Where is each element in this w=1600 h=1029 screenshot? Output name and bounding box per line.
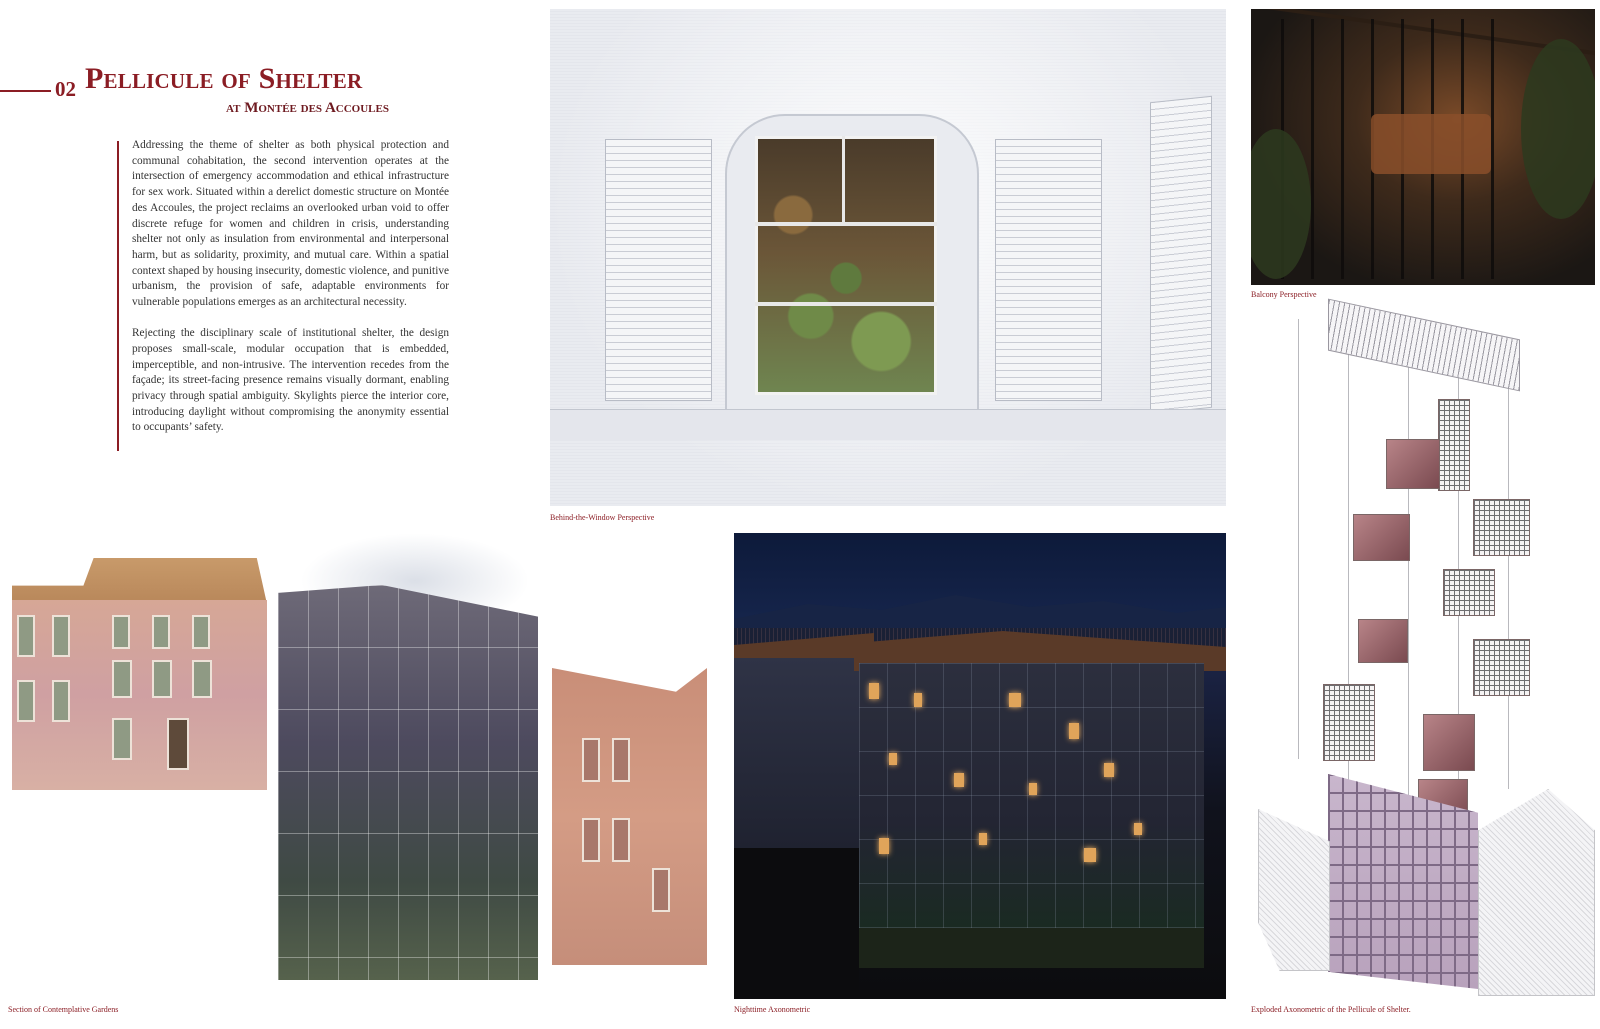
nighttime-axonometric-image xyxy=(734,533,1226,999)
page-title: Pellicule of Shelter xyxy=(85,62,363,95)
right-shutter xyxy=(995,139,1102,401)
section-left-facade xyxy=(12,600,267,790)
axo-module xyxy=(1353,514,1410,561)
axo-module xyxy=(1423,714,1475,771)
caption-balcony: Balcony Perspective xyxy=(1251,290,1317,299)
axo-module xyxy=(1358,619,1408,663)
caption-night: Nighttime Axonometric xyxy=(734,1005,811,1014)
paragraph-2: Rejecting the disciplinary scale of institutional shelter, the design proposes small-scale, modular occupation that is embedded, imperceptible, and non-intrusive. The intervention recedes from the façade; its street-facing presence remains visually dormant, enabling privacy through spatial ambiguity. Skylights pierce the interior core, introducing daylight without compromising the anonymity essential to occupants’ safety. xyxy=(132,327,449,434)
sofa xyxy=(1371,114,1491,174)
title-rule xyxy=(0,90,51,92)
axo-stair xyxy=(1323,684,1375,761)
caption-exploded: Exploded Axonometric of the Pellicule of Shelter. xyxy=(1251,1005,1411,1014)
window-sill xyxy=(550,409,1226,440)
door xyxy=(167,718,189,770)
page-subtitle: at Montée des Accoules xyxy=(226,100,389,116)
axo-context-left xyxy=(1258,809,1330,971)
night-left-building xyxy=(734,658,874,848)
section-right-facade xyxy=(552,668,707,965)
axo-module xyxy=(1473,639,1530,696)
paragraph-1: Addressing the theme of shelter as both physical protection and communal cohabitation, the second intervention operates at the intersection of emergency accommodation and ethical infrastructure for sex work. Situated within a derelict domestic structure on Montée des Accoules, the project reclaims an overlooked urban void to offer discrete refuge for women and children in crisis, understanding shelter not only as insulation from environmental and interpersonal harm, but as solidarity, proximity, and mutual care. Within a spatial context shaped by housing insecurity, domestic violence, and punitive urbanism, the provision of safe, adaptable environments for vulnerable populations emerges as an architectural necessity. xyxy=(132,139,449,309)
window-mullion-vertical xyxy=(842,136,845,226)
section-left-roof xyxy=(12,558,267,604)
axo-module xyxy=(1443,569,1495,616)
balcony-image xyxy=(1251,9,1595,285)
left-shutter xyxy=(605,139,712,401)
caption-window: Behind-the-Window Perspective xyxy=(550,513,655,522)
text-accent-bar xyxy=(117,141,119,451)
axo-context-right xyxy=(1478,789,1595,996)
axo-module xyxy=(1386,439,1440,489)
body-text xyxy=(132,138,449,452)
window-mullion-top xyxy=(755,222,937,226)
plant-right xyxy=(1521,39,1595,219)
plant-left xyxy=(1251,129,1311,279)
section-glass-facade xyxy=(278,585,538,980)
window-glass xyxy=(755,136,937,395)
exploded-axonometric-image xyxy=(1258,309,1598,999)
open-shutter xyxy=(1150,96,1212,415)
night-glass-building xyxy=(859,663,1204,928)
caption-section: Section of Contemplative Gardens xyxy=(8,1005,119,1014)
section-number: 02 xyxy=(55,77,76,101)
night-garden xyxy=(859,928,1204,968)
behind-the-window-image xyxy=(550,9,1226,506)
axo-roof-layer xyxy=(1328,299,1520,392)
window-mullion-bottom xyxy=(755,302,937,306)
axo-module xyxy=(1473,499,1530,556)
axo-stair xyxy=(1438,399,1470,491)
